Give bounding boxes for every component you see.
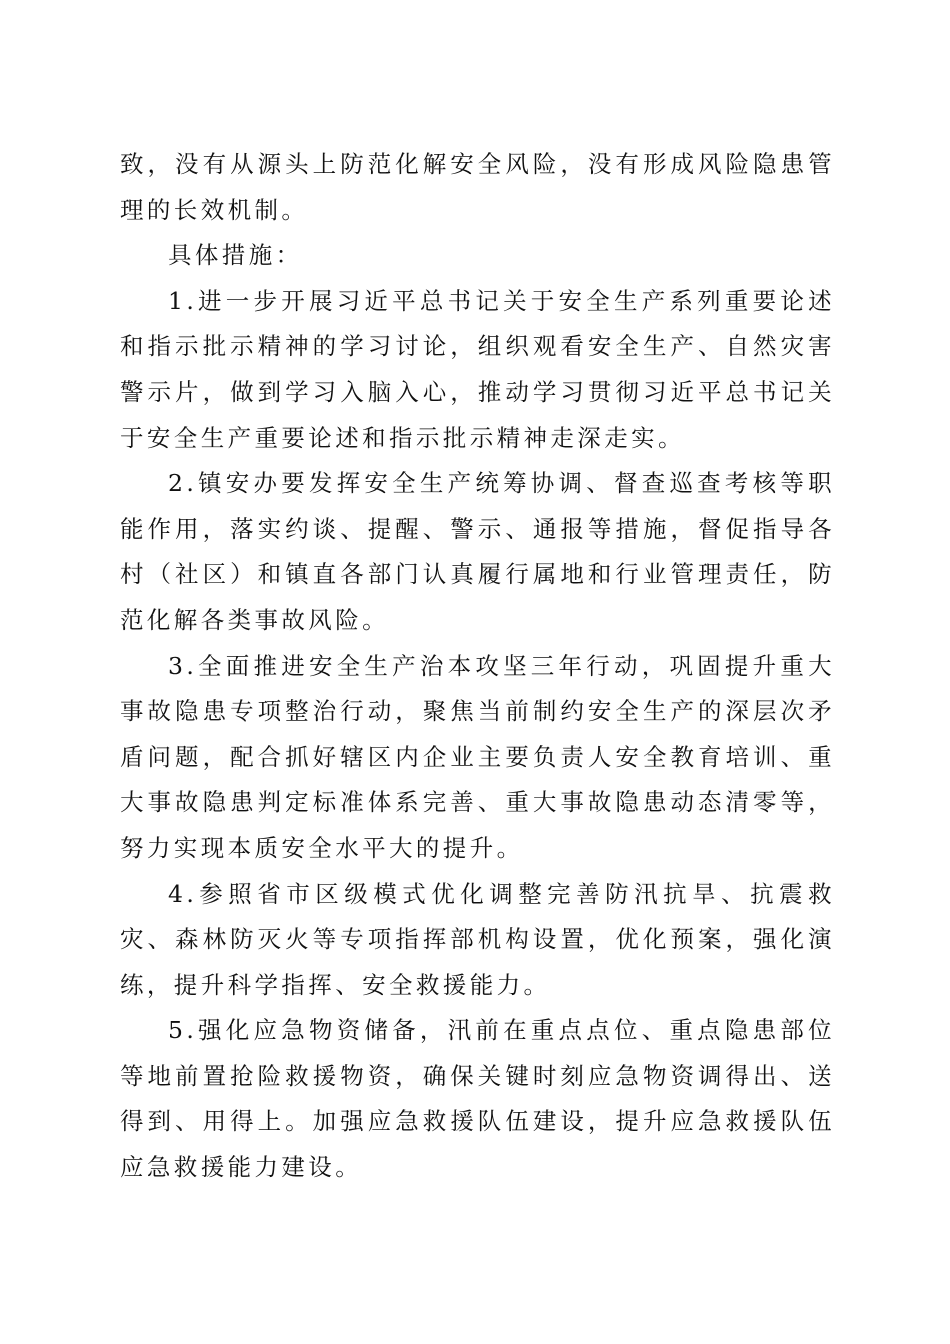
paragraph-measure-4: 4.参照省市区级模式优化调整完善防汛抗旱、抗震救灾、森林防灭火等专项指挥部机构设置，优化预案，强化演练，提升科学指挥、安全救援能力。 — [120, 879, 835, 999]
paragraph-measure-3: 3.全面推进安全生产治本攻坚三年行动，巩固提升重大事故隐患专项整治行动，聚焦当前制约安全生产的深层次矛盾问题，配合抓好辖区内企业主要负责人安全教育培训、重大事故隐患判定标准体系完善、重大事故隐患动态清零等，努力实现本质安全水平大的提升。 — [120, 651, 835, 862]
paragraph-continuation: 致，没有从源头上防范化解安全风险，没有形成风险隐患管理的长效机制。 — [120, 150, 835, 224]
paragraph-measure-5: 5.强化应急物资储备，汛前在重点点位、重点隐患部位等地前置抢险救援物资，确保关键时刻应急物资调得出、送得到、用得上。加强应急救援队伍建设，提升应急救援队伍应急救援能力建设。 — [120, 1016, 835, 1182]
paragraph-measures-heading: 具体措施： — [168, 241, 303, 270]
paragraph-measure-1: 1.进一步开展习近平总书记关于安全生产系列重要论述和指示批示精神的学习讨论，组织观看安全生产、自然灾害警示片，做到学习入脑入心，推动学习贯彻习近平总书记关于安全生产重要论述和指示批示精神走深走实。 — [120, 286, 835, 452]
document-body — [120, 142, 835, 1191]
paragraph-measure-2: 2.镇安办要发挥安全生产统筹协调、督查巡查考核等职能作用，落实约谈、提醒、警示、通报等措施，督促指导各村（社区）和镇直各部门认真履行属地和行业管理责任，防范化解各类事故风险。 — [120, 469, 835, 634]
